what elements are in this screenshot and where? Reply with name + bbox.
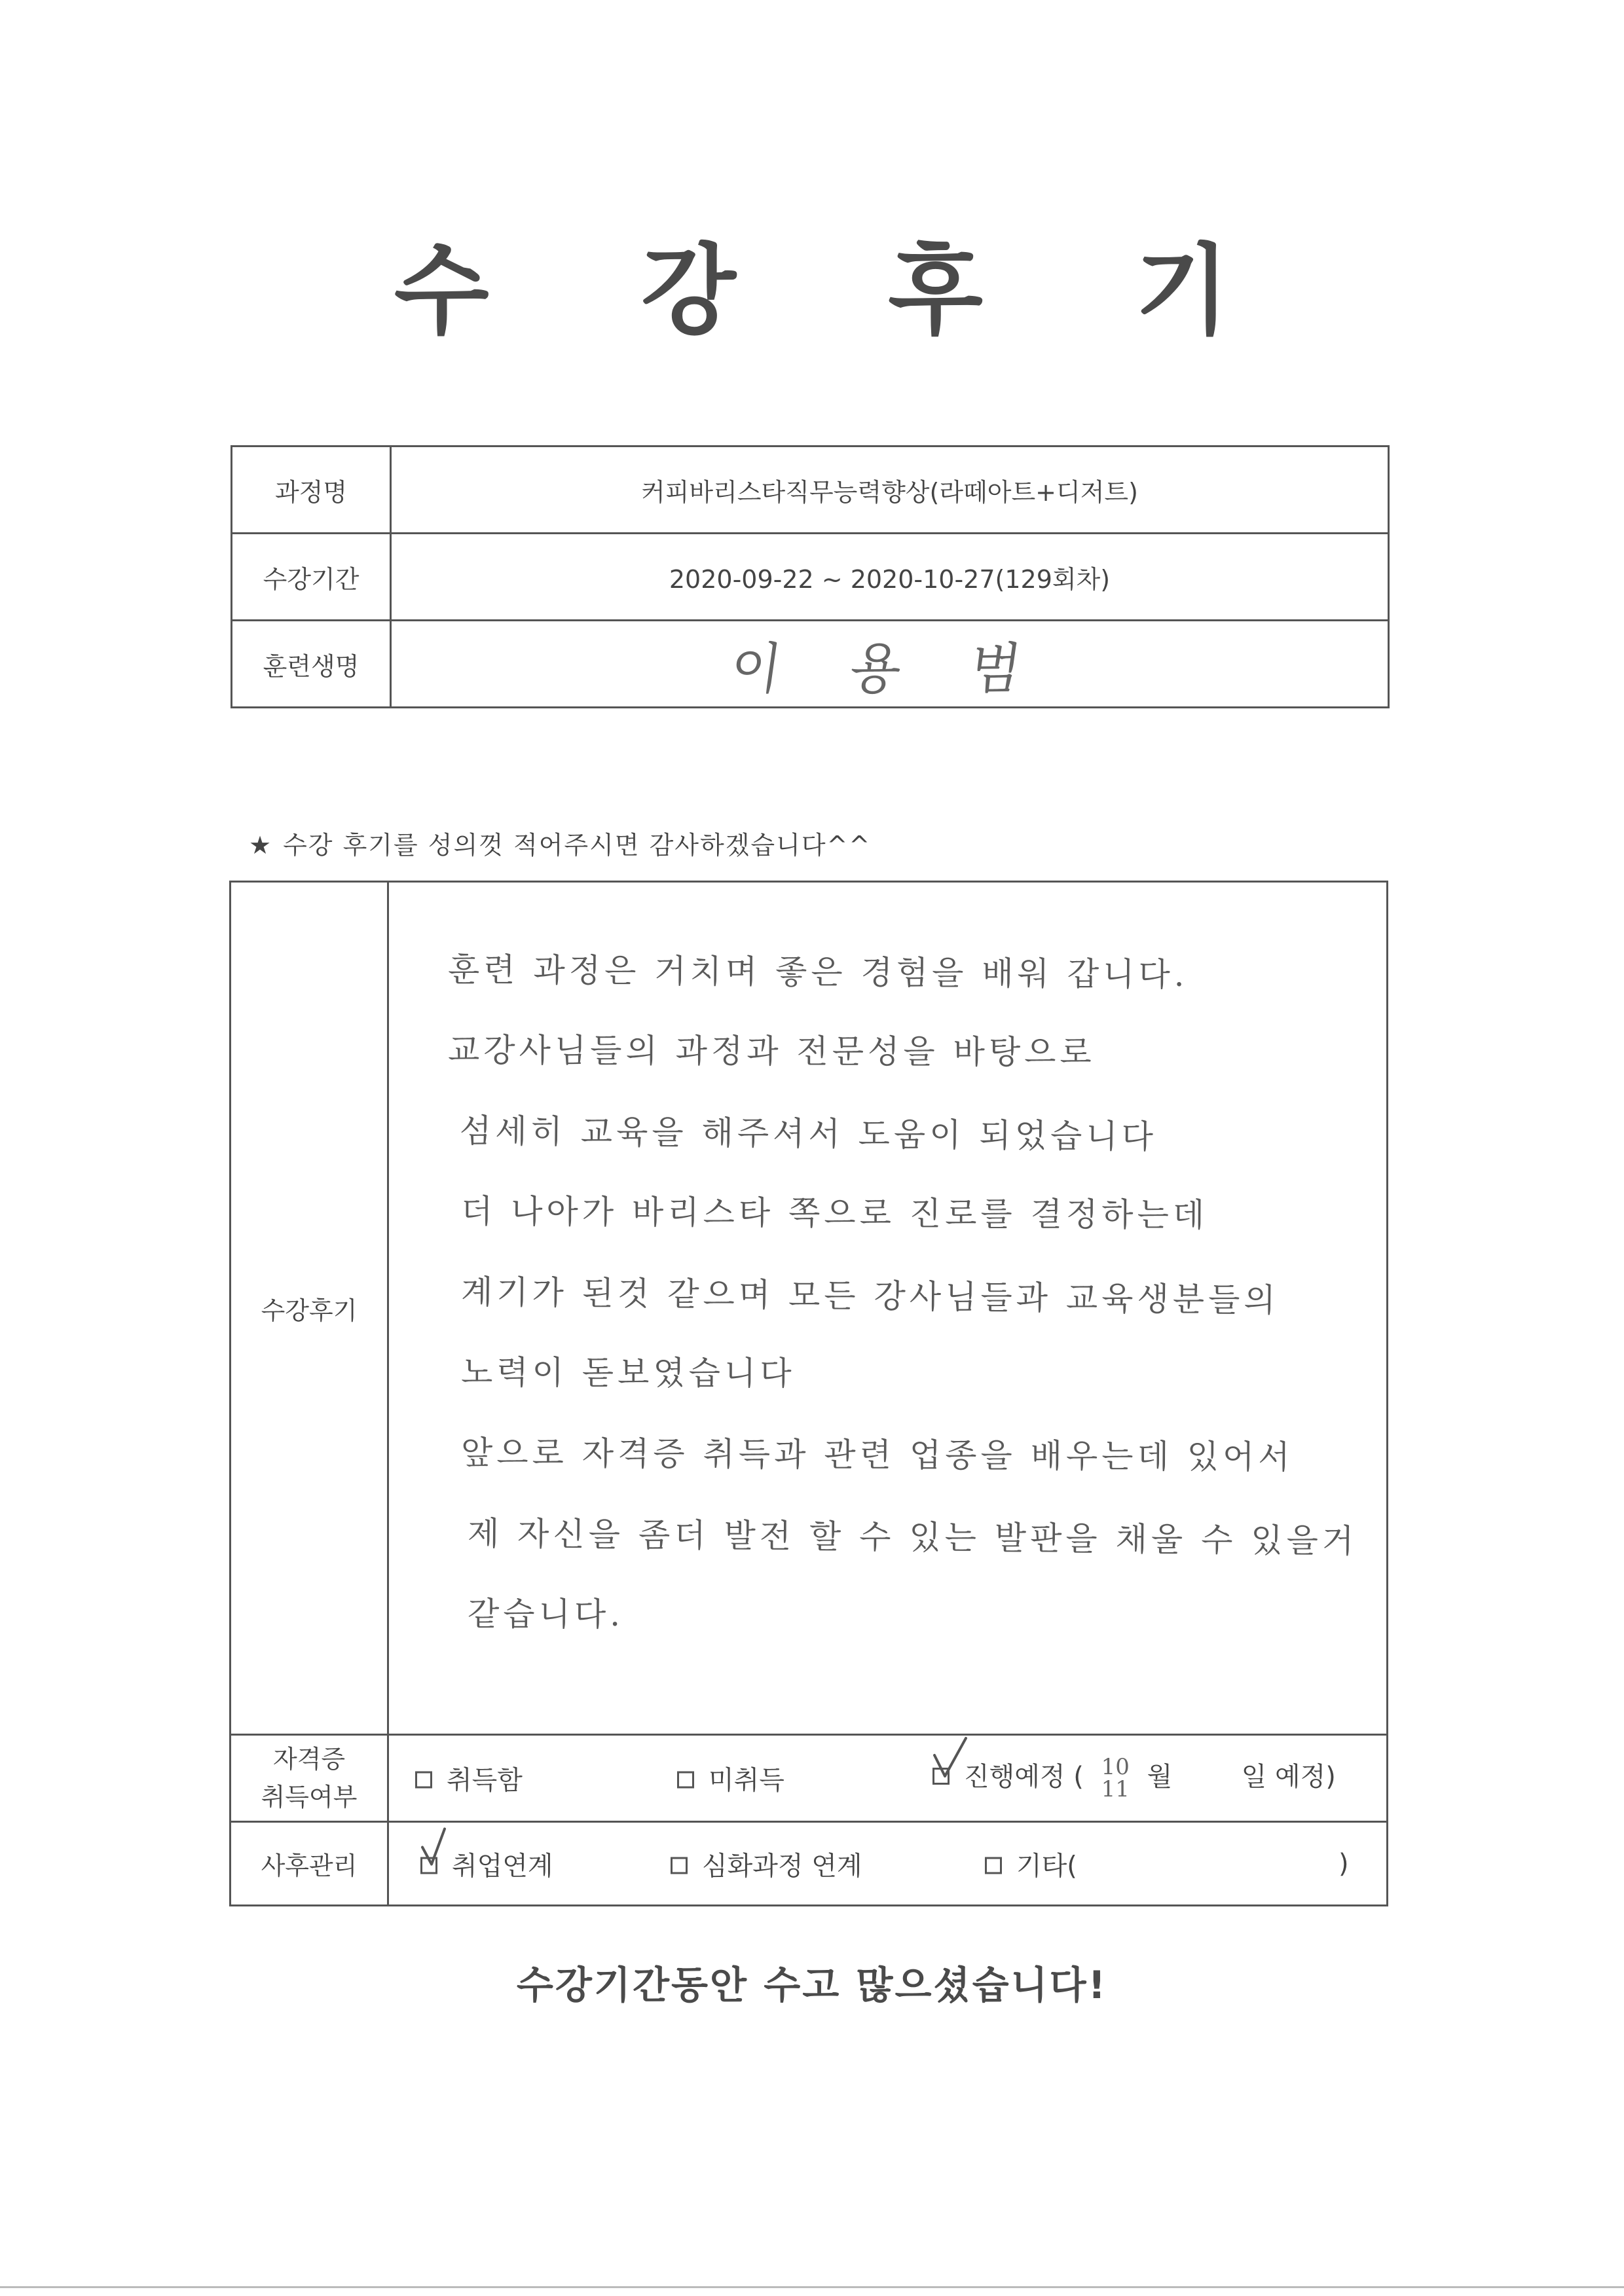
review-row [231, 882, 1388, 1735]
cert-month-2: 11 [1101, 1776, 1130, 1802]
course-value: 커피바리스타직무능력향상(라떼아트+디저트) [391, 446, 1389, 534]
aftercare-advanced-checkbox[interactable] [671, 1857, 688, 1874]
review-body [388, 882, 1388, 1735]
cert-acquired-label: 취득함 [447, 1765, 523, 1796]
aftercare-other-option[interactable] [985, 1845, 1077, 1882]
period-value: 2020-09-22 ~ 2020-10-27(129회차) [391, 534, 1389, 621]
page-bottom-divider [0, 2286, 1624, 2288]
cert-month-unit: 월 [1147, 1762, 1173, 1792]
certificate-label-line1: 자격증 [272, 1745, 346, 1774]
review-label: 수강후기 [231, 882, 388, 1735]
certificate-options [388, 1735, 1388, 1822]
review-line: 노력이 돋보였습니다 [460, 1353, 796, 1393]
review-line: 섬세히 교육을 해주셔서 도움이 되었습니다 [459, 1112, 1158, 1156]
aftercare-row [231, 1822, 1388, 1906]
cert-not-acquired-label: 미취득 [709, 1765, 784, 1796]
certificate-row [231, 1735, 1388, 1822]
aftercare-job-checkbox[interactable] [420, 1857, 437, 1874]
course-row [232, 446, 1389, 534]
notice-text: 수강 후기를 성의껏 적어주시면 감사하겠습니다^^ [283, 831, 872, 860]
trainee-label: 훈련생명 [232, 621, 391, 708]
trainee-name-handwritten: 이 용 범 [726, 636, 1052, 701]
period-label: 수강기간 [232, 534, 391, 621]
cert-planned-option[interactable] [932, 1756, 1336, 1800]
cert-planned-label: 진행예정 ( [964, 1762, 1084, 1792]
review-line: 앞으로 자격증 취득과 관련 업종을 배우는데 있어서 [460, 1434, 1294, 1476]
period-row [232, 534, 1389, 621]
review-line: 같습니다. [467, 1595, 625, 1633]
cert-not-acquired-option[interactable] [677, 1760, 784, 1797]
aftercare-label: 사후관리 [231, 1822, 388, 1906]
cert-acquired-option[interactable] [415, 1760, 523, 1797]
page-title: 수 강 후 기 [394, 234, 1289, 348]
review-line: 훈련 과정은 거치며 좋은 경험을 배워 갑니다. [447, 951, 1189, 994]
review-handwriting [389, 883, 1386, 1654]
aftercare-job-option[interactable] [420, 1845, 553, 1882]
course-label: 과정명 [232, 446, 391, 534]
trainee-name-cell [391, 621, 1389, 708]
star-icon: ★ [249, 831, 273, 860]
certificate-label-line2: 취득여부 [261, 1783, 358, 1812]
cert-planned-month-handwritten [1101, 1756, 1130, 1800]
aftercare-options [388, 1822, 1388, 1906]
aftercare-other-close: ) [1338, 1848, 1349, 1879]
cert-not-acquired-checkbox[interactable] [677, 1772, 694, 1789]
trainee-row [232, 621, 1389, 708]
cert-planned-checkbox[interactable] [932, 1768, 950, 1785]
aftercare-advanced-label: 심화과정 연계 [702, 1851, 862, 1881]
cert-acquired-checkbox[interactable] [415, 1772, 432, 1789]
review-line: 교강사님들의 과정과 전문성을 바탕으로 [447, 1031, 1096, 1072]
review-line: 계기가 된것 같으며 모든 강사님들과 교육생분들의 [460, 1273, 1280, 1320]
aftercare-job-label: 취업연계 [452, 1851, 553, 1881]
closing-message: 수강기간동안 수고 많으셨습니다! [516, 1963, 1108, 2007]
aftercare-other-label: 기타( [1016, 1851, 1077, 1881]
checkmark-icon [418, 1825, 458, 1870]
notice [249, 825, 871, 861]
review-table [229, 881, 1388, 1906]
aftercare-other-checkbox[interactable] [985, 1857, 1002, 1874]
cert-day-unit: 일 예정) [1241, 1762, 1336, 1792]
course-info-table [231, 445, 1390, 708]
aftercare-advanced-option[interactable] [671, 1845, 862, 1882]
cert-month-1: 10 [1101, 1754, 1130, 1780]
certificate-label [231, 1735, 388, 1822]
checkmark-icon [931, 1736, 970, 1781]
review-line: 제 자신을 좀더 발전 할 수 있는 발판을 채울 수 있을거 [467, 1514, 1358, 1561]
review-line: 더 나아가 바리스타 쪽으로 진로를 결정하는데 [460, 1192, 1209, 1235]
